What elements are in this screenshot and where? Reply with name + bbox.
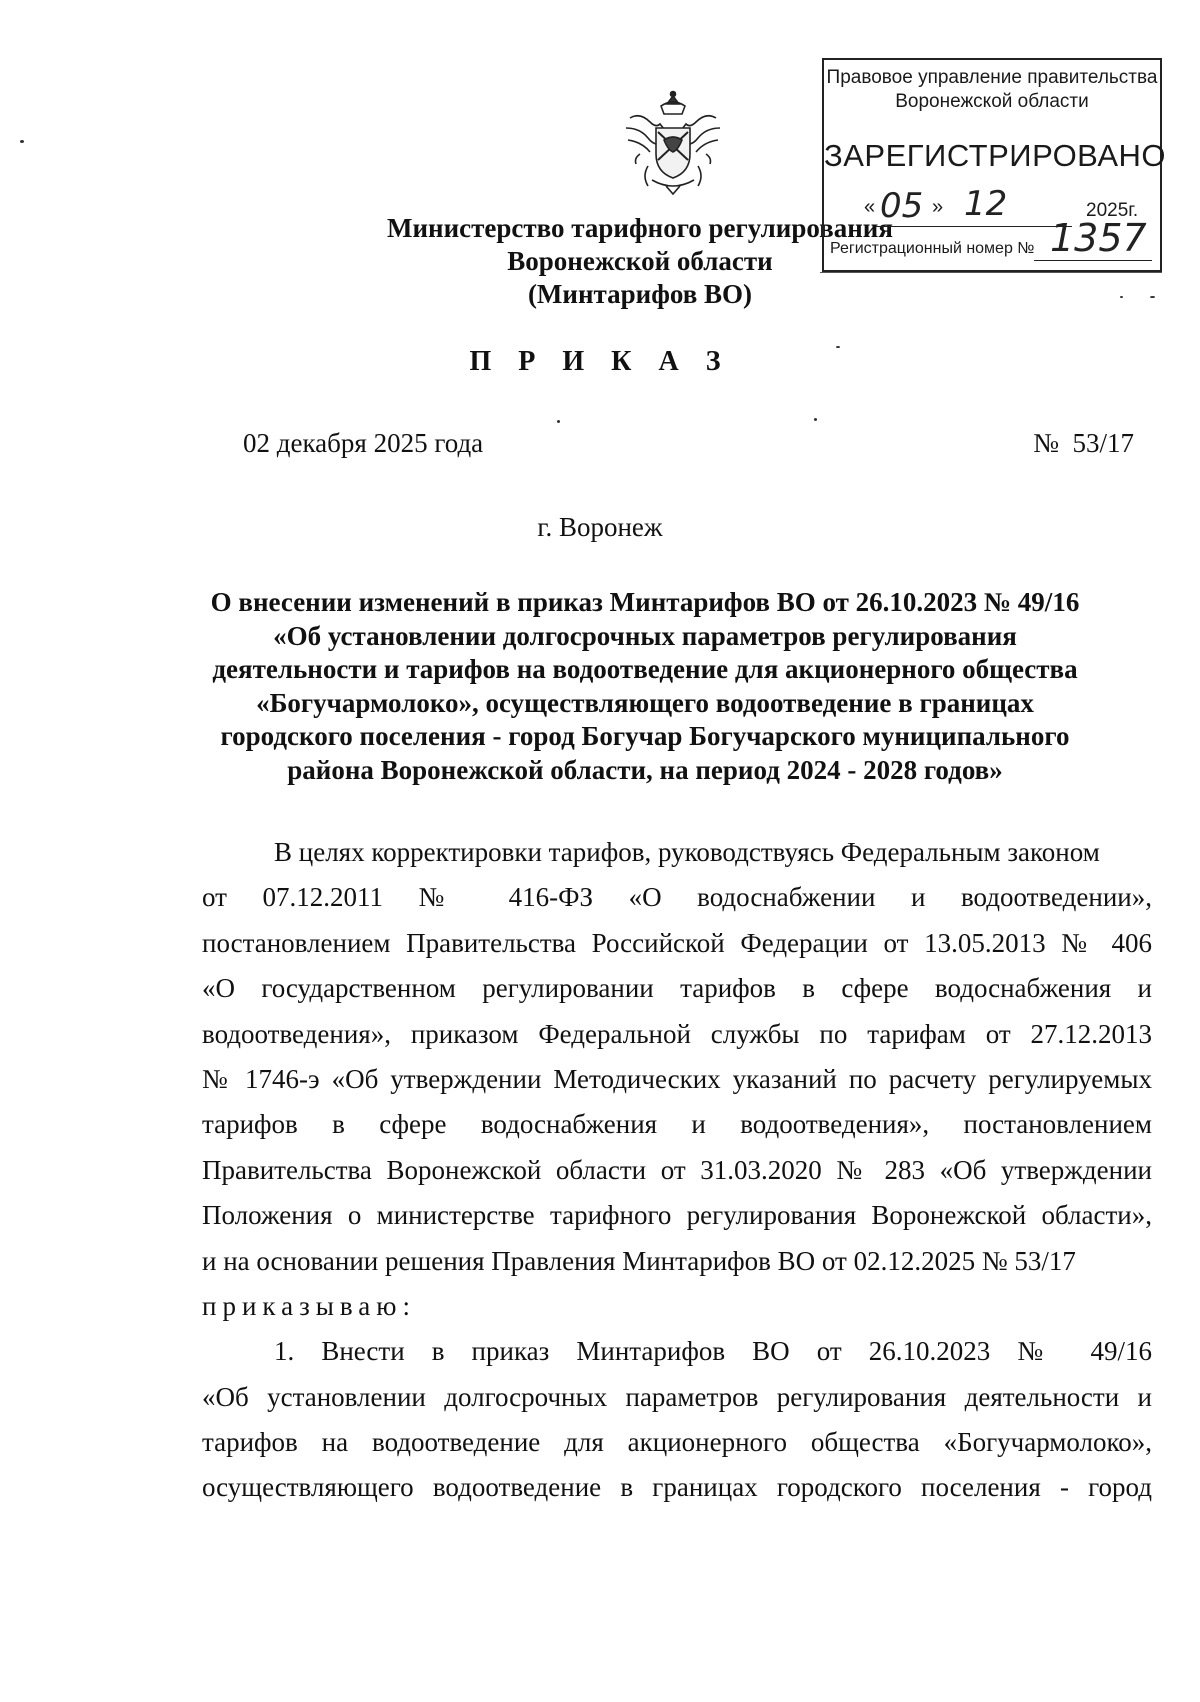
body-line: № 1746-э «Об утверждении Методических указаний по расчету регулируемых xyxy=(202,1063,1152,1094)
heading-line: деятельности и тарифов на водоотведение для акционерного общества xyxy=(212,654,1078,684)
stamp-month: 12 xyxy=(964,184,1008,224)
heading-line: городского поселения - город Богучар Богучарского муниципального xyxy=(220,721,1070,751)
ministry-line: Министерство тарифного регулирования xyxy=(387,213,893,243)
body-line: Правительства Воронежской области от 31.03.2020 № 283 «Об утверждении xyxy=(202,1154,1152,1185)
heading-line: «Богучармолоко», осуществляющего водоотведение в границах xyxy=(256,687,1034,718)
body-line: «Об установлении долгосрочных параметров регулирования деятельности и xyxy=(202,1381,1152,1412)
document-number: № 53/17 xyxy=(1033,428,1134,458)
coat-of-arms-icon xyxy=(618,88,728,198)
body-line: от 07.12.2011 № 416-ФЗ «О водоснабжении и водоотведении», xyxy=(202,882,1152,913)
scan-speck xyxy=(836,346,840,348)
body-line: тарифов в сфере водоснабжения и водоотведения», постановлением xyxy=(202,1109,1152,1140)
document-body xyxy=(202,830,1152,1511)
body-line: и на основании решения Правления Минтарифов ВО от 02.12.2025 № 53/17 xyxy=(202,1245,1076,1276)
stamp-reg-underline xyxy=(1034,260,1152,261)
stamp-reg-label: Регистрационный номер № xyxy=(830,240,1035,257)
stamp-bottom-line xyxy=(820,272,1162,273)
scan-speck xyxy=(557,420,560,423)
stamp-day: 05 xyxy=(880,186,924,226)
stamp-org-line: Правовое управление правительства xyxy=(826,67,1158,88)
body-line: осуществляющего водоотведение в границах городского поселения - город xyxy=(202,1472,1152,1503)
order-word: приказываю: xyxy=(202,1290,416,1321)
stamp-reg-number: 1357 xyxy=(1050,216,1147,260)
stamp-date-underline xyxy=(876,226,1072,227)
scan-speck xyxy=(1120,296,1123,298)
document-heading xyxy=(150,586,1140,787)
document-city: г. Воронеж xyxy=(537,512,663,542)
body-line: постановлением Правительства Российской Федерации от 13.05.2013 № 406 xyxy=(202,927,1152,958)
stamp-region-line: Воронежской области xyxy=(895,91,1089,112)
heading-line: «Об установлении долгосрочных параметров регулирования xyxy=(273,620,1017,651)
stamp-quote-open: « xyxy=(864,196,876,218)
scan-speck xyxy=(1150,296,1155,298)
scan-speck xyxy=(20,140,24,143)
body-line: Положения о министерстве тарифного регулирования Воронежской области», xyxy=(202,1200,1152,1231)
heading-line: района Воронежской области, на период 2024 - 2028 годов» xyxy=(287,754,1003,785)
ministry-line: Воронежской области xyxy=(507,246,773,276)
document-type-title: П Р И К А З xyxy=(469,346,731,377)
body-line: водоотведения», приказом Федеральной службы по тарифам от 27.12.2013 xyxy=(202,1018,1152,1049)
body-line: «О государственном регулировании тарифов в сфере водоснабжения и xyxy=(202,973,1152,1004)
registration-stamp xyxy=(822,58,1167,272)
scan-speck xyxy=(814,418,817,421)
stamp-year: 2025г. xyxy=(1086,200,1139,221)
stamp-quote-close: » xyxy=(932,196,944,218)
heading-line: О внесении изменений в приказ Минтарифов ВО от 26.10.2023 № 49/16 xyxy=(210,587,1080,617)
body-line: тарифов на водоотведение для акционерного общества «Богучармолоко», xyxy=(202,1427,1152,1458)
stamp-status: ЗАРЕГИСТРИРОВАНО xyxy=(824,138,1167,173)
ministry-line: (Минтарифов ВО) xyxy=(527,279,753,309)
body-line: В целях корректировки тарифов, руководствуясь Федеральным законом xyxy=(274,837,1100,867)
document-date: 02 декабря 2025 года xyxy=(243,428,484,458)
body-line: 1. Внести в приказ Минтарифов ВО от 26.10.2023 № 49/16 xyxy=(274,1336,1152,1367)
